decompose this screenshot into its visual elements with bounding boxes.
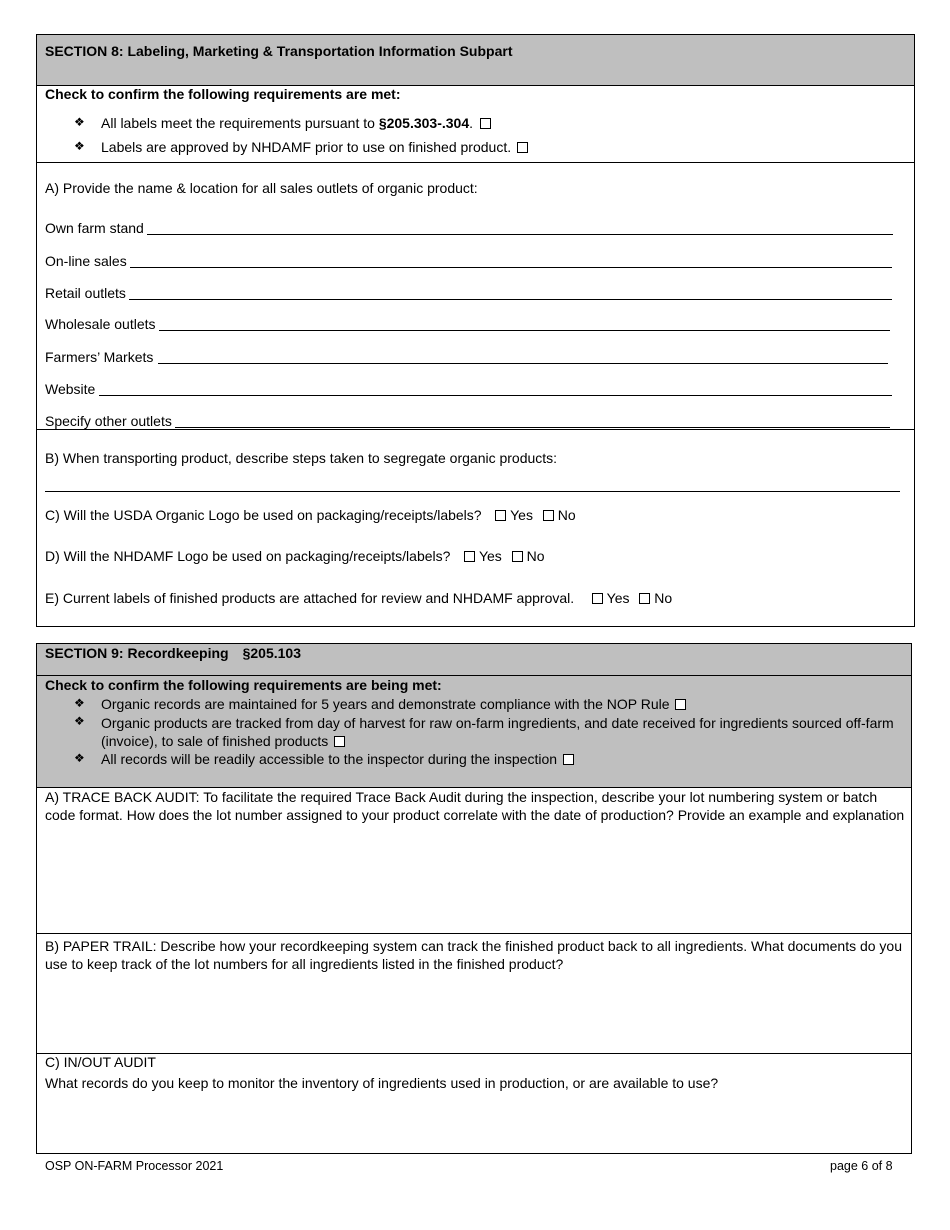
bullet-icon: ❖: [74, 751, 85, 765]
qD-no-checkbox[interactable]: [512, 551, 523, 562]
outlet-input-line[interactable]: [129, 299, 892, 300]
section8-confirm-heading: Check to confirm the following requirements are met:: [45, 86, 401, 102]
bullet-icon: ❖: [74, 696, 85, 710]
req3-checkbox[interactable]: [563, 754, 574, 765]
bullet-icon: ❖: [74, 115, 85, 129]
outlet-label: Retail outlets: [45, 285, 126, 301]
section8-qA: A) Provide the name & location for all sales outlets of organic product:: [45, 180, 478, 196]
outlet-label: On-line sales: [45, 253, 127, 269]
section9-qC: What records do you keep to monitor the inventory of ingredients used in production, or are available to use?: [45, 1075, 719, 1091]
req1-checkbox[interactable]: [480, 118, 491, 129]
outlet-input-line[interactable]: [99, 395, 892, 396]
section9-title-ref: §205.103: [242, 645, 301, 661]
section9-req3: [101, 751, 574, 767]
qC-yes-checkbox[interactable]: [495, 510, 506, 521]
qA-answer-area[interactable]: [37, 826, 911, 932]
no-label: No: [654, 590, 673, 606]
req2-text: Labels are approved by NHDAMF prior to use on finished product.: [101, 139, 512, 155]
bullet-icon: ❖: [74, 139, 85, 153]
section8-qC: [45, 507, 576, 523]
divider: [36, 429, 915, 430]
req1-end: .: [469, 115, 474, 131]
section8-qD: [45, 548, 544, 564]
section9-qC-title: C) IN/OUT AUDIT: [45, 1054, 156, 1070]
outlet-label: Farmers’ Markets: [45, 349, 154, 365]
section9-req2: [101, 714, 909, 750]
req2-text: Organic products are tracked from day of harvest for raw on-farm ingredients, and date received for ingredients sourced off-farm (invoice), to sale of finished products: [101, 715, 894, 749]
qC-answer-area[interactable]: [37, 1095, 911, 1153]
section9-title-text: SECTION 9: Recordkeeping: [45, 645, 229, 661]
section8-qE: [45, 590, 672, 606]
divider: [36, 675, 912, 676]
qE-yes-checkbox[interactable]: [592, 593, 603, 604]
req3-text: All records will be readily accessible to the inspector during the inspection: [101, 751, 558, 767]
outlet-input-line[interactable]: [130, 267, 892, 268]
section9-req1: [101, 696, 686, 712]
divider: [36, 933, 912, 934]
section8-qB: B) When transporting product, describe steps taken to segregate organic products:: [45, 450, 558, 466]
no-label: No: [526, 548, 545, 564]
section9-confirm-heading: Check to confirm the following requirements are being met:: [45, 677, 442, 693]
yes-label: Yes: [478, 548, 502, 564]
no-label: No: [557, 507, 576, 523]
req1-ref: §205.303-.304: [378, 115, 470, 131]
outlet-input-line[interactable]: [175, 427, 890, 428]
outlet-input-line[interactable]: [158, 363, 888, 364]
outlet-label: Specify other outlets: [45, 413, 172, 429]
qC-text: C) Will the USDA Organic Logo be used on packaging/receipts/labels?: [45, 507, 482, 523]
divider: [36, 1053, 912, 1054]
divider: [36, 162, 915, 163]
qE-no-checkbox[interactable]: [639, 593, 650, 604]
req1-text: All labels meet the requirements pursuant to: [101, 115, 379, 131]
outlet-input-line[interactable]: [147, 234, 893, 235]
outlet-label: Website: [45, 381, 96, 397]
req1-checkbox[interactable]: [675, 699, 686, 710]
outlet-label: Wholesale outlets: [45, 316, 156, 332]
section9-title: [45, 645, 301, 661]
yes-label: Yes: [606, 590, 630, 606]
req1-text: Organic records are maintained for 5 years and demonstrate compliance with the NOP Rule: [101, 696, 670, 712]
req2-checkbox[interactable]: [334, 736, 345, 747]
outlet-label: Own farm stand: [45, 220, 144, 236]
section8-title: SECTION 8: Labeling, Marketing & Transportation Information Subpart: [45, 43, 513, 59]
qC-no-checkbox[interactable]: [543, 510, 554, 521]
footer-page-number: page 6 of 8: [830, 1159, 893, 1173]
yes-label: Yes: [510, 507, 533, 523]
section8-req1: [101, 115, 491, 131]
qB-answer-area[interactable]: [37, 975, 911, 1052]
qD-text: D) Will the NHDAMF Logo be used on packaging/receipts/labels?: [45, 548, 451, 564]
outlet-input-line[interactable]: [159, 330, 890, 331]
qD-yes-checkbox[interactable]: [464, 551, 475, 562]
qB-input-line[interactable]: [45, 491, 900, 492]
qE-text: E) Current labels of finished products are attached for review and NHDAMF approval.: [45, 590, 575, 606]
req2-checkbox[interactable]: [517, 142, 528, 153]
bullet-icon: ❖: [74, 714, 85, 728]
section8-req2: [101, 139, 528, 155]
section9-qB: B) PAPER TRAIL: Describe how your recordkeeping system can track the finished product back to all ingredients. What documents do you use to keep track of the lot numbers for all ingredients listed in the finished product?: [45, 938, 903, 972]
footer-left: OSP ON-FARM Processor 2021: [45, 1159, 224, 1173]
section9-qA: A) TRACE BACK AUDIT: To facilitate the required Trace Back Audit during the inspection, describe your lot numbering system or batch code format. How does the lot number assigned to your product correlate with the date of production? Provide an example and explanation: [45, 789, 905, 823]
